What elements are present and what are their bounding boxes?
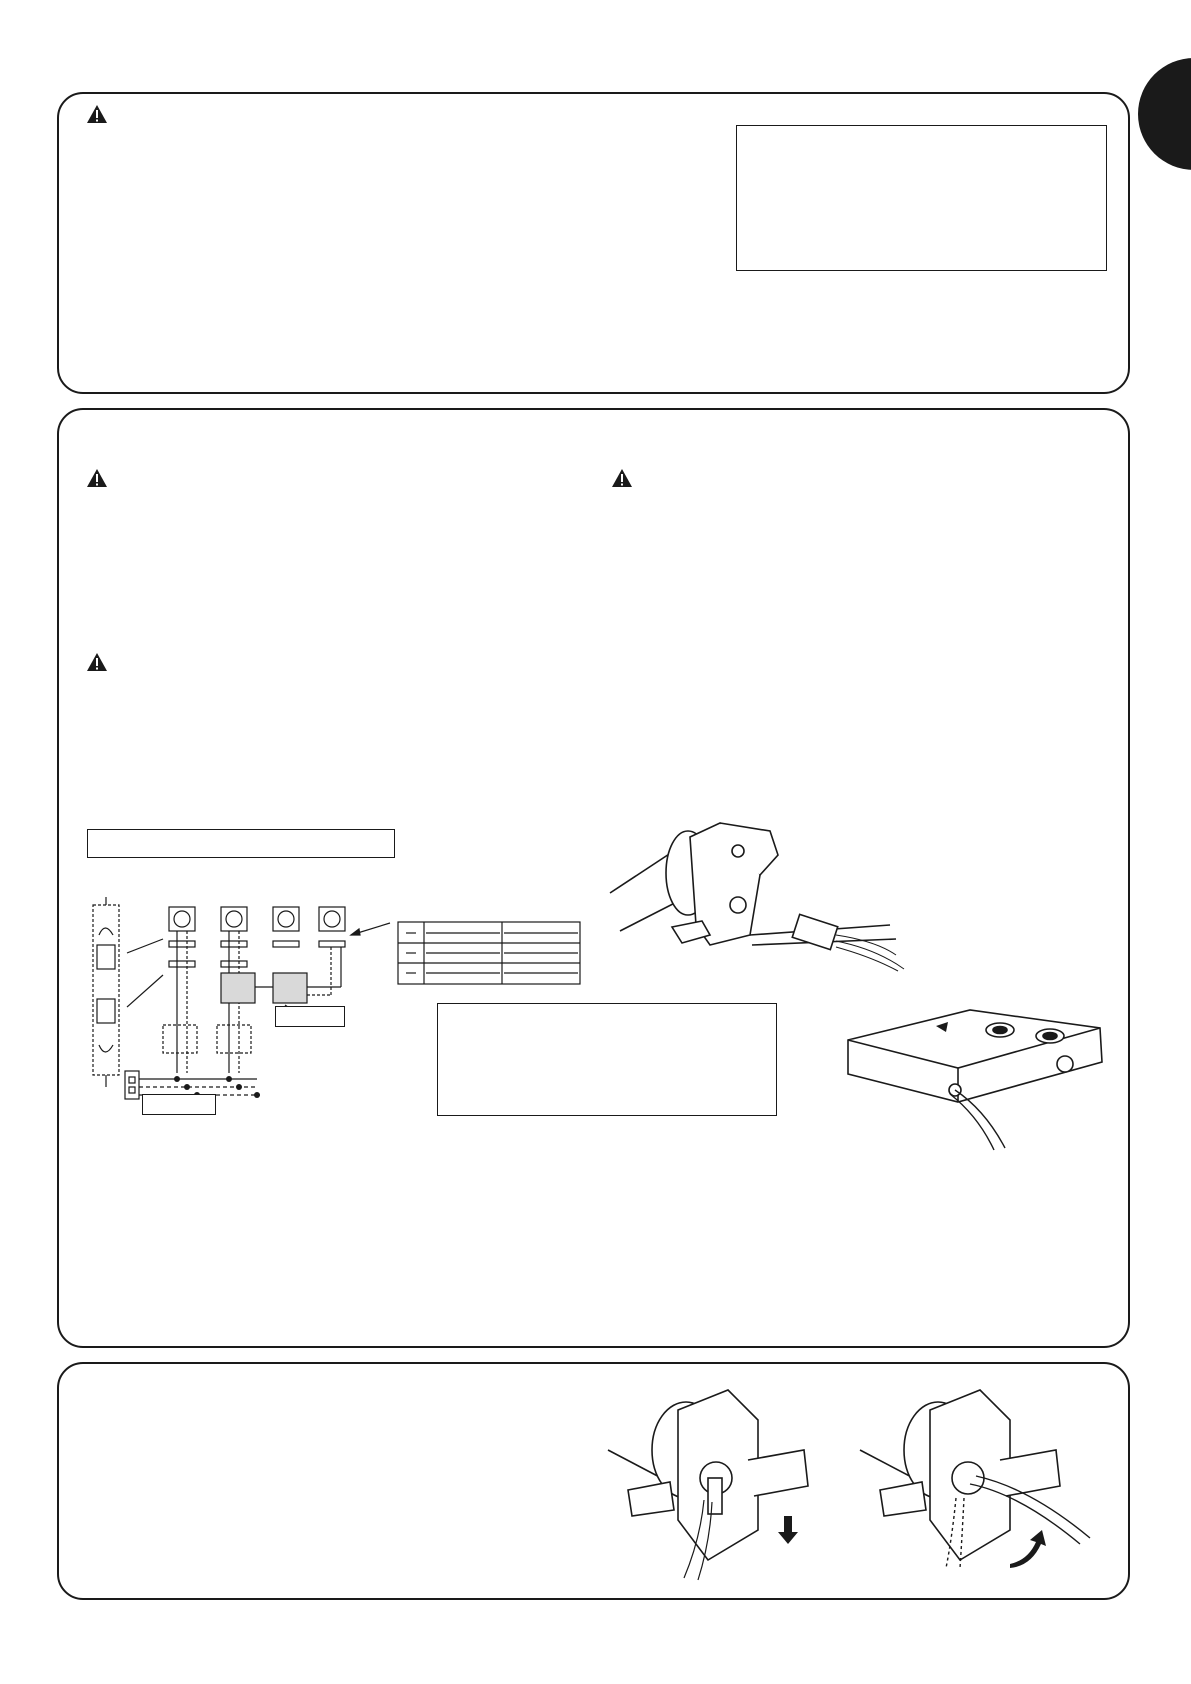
wire-legend-table xyxy=(398,922,580,984)
section-2-panel xyxy=(57,408,1130,1348)
note-box xyxy=(736,125,1107,271)
warning-triangle-icon xyxy=(86,652,108,672)
language-tab xyxy=(1138,58,1191,170)
figure-caption-box xyxy=(87,829,395,858)
diagram-label-box xyxy=(142,1094,216,1115)
motor-head-illustration xyxy=(600,815,950,995)
warning-triangle-icon xyxy=(86,468,108,488)
programming-unit-illustration xyxy=(840,990,1110,1150)
diagram-label-box xyxy=(275,1006,345,1027)
warning-triangle-icon xyxy=(611,468,633,488)
warning-triangle-icon xyxy=(86,104,108,124)
cable-release-illustration-down xyxy=(608,1380,828,1580)
central-note-box xyxy=(437,1003,777,1116)
cable-insert-illustration-up xyxy=(860,1380,1090,1580)
